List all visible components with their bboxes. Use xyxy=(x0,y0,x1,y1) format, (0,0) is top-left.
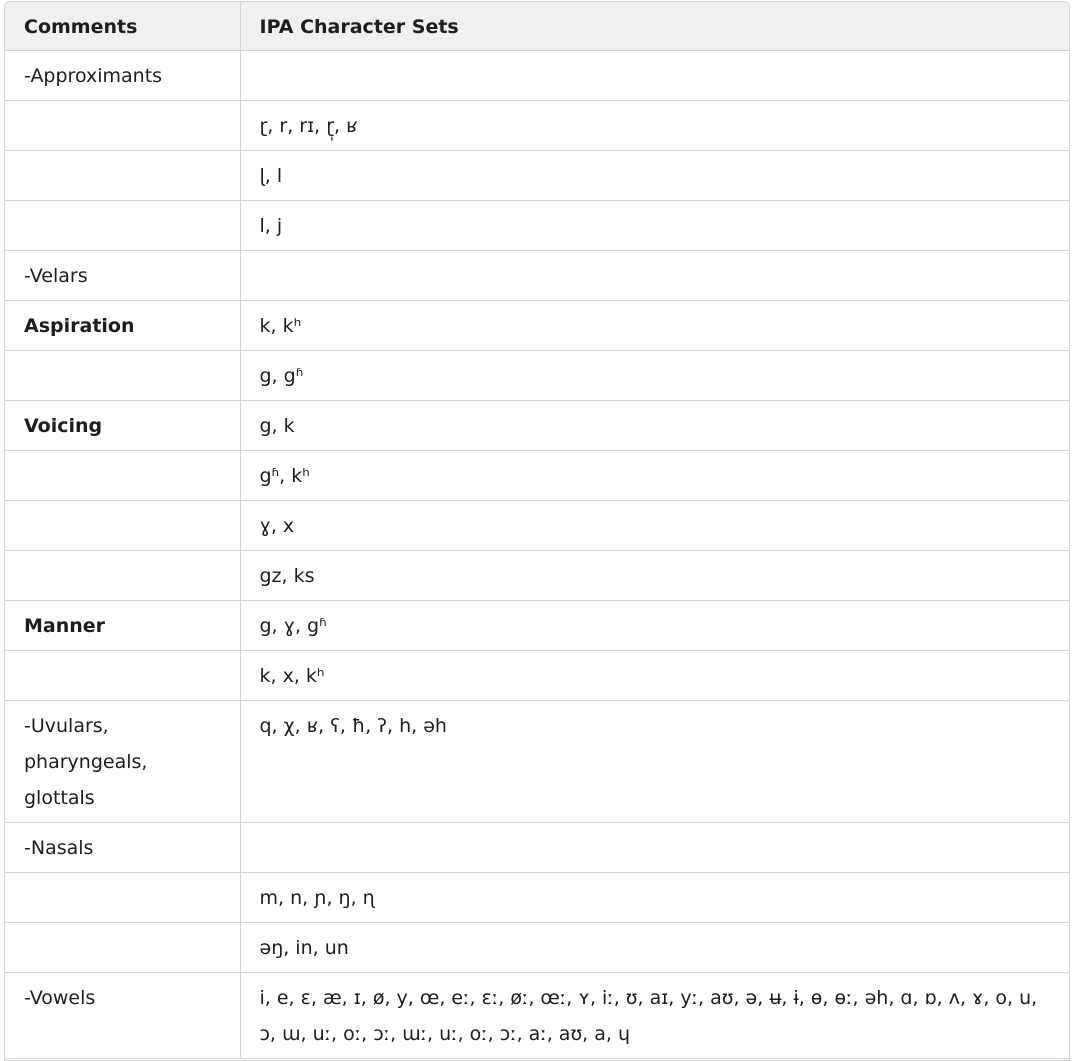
ipa-cell: m, n, ɲ, ŋ, ɳ xyxy=(240,873,1069,923)
comment-cell xyxy=(5,873,240,923)
comment-cell xyxy=(5,551,240,601)
ipa-cell: g, ɣ, gʱ xyxy=(240,601,1069,651)
table-row xyxy=(5,923,1069,973)
table-row xyxy=(5,201,1069,251)
ipa-cell: əŋ, in, un xyxy=(240,923,1069,973)
comment-cell: -Uvulars, pharyngeals, glottals xyxy=(5,701,240,823)
comment-cell: -Nasals xyxy=(5,823,240,873)
table-row xyxy=(5,501,1069,551)
ipa-cell: ɭ, l xyxy=(240,151,1069,201)
comment-cell: -Velars xyxy=(5,251,240,301)
comment-cell xyxy=(5,101,240,151)
table-row xyxy=(5,101,1069,151)
ipa-cell: l, j xyxy=(240,201,1069,251)
comment-cell xyxy=(5,651,240,701)
table-row xyxy=(5,873,1069,923)
ipa-cell: k, kʰ xyxy=(240,301,1069,351)
table-row xyxy=(5,551,1069,601)
comment-cell xyxy=(5,351,240,401)
comment-cell xyxy=(5,201,240,251)
table-row xyxy=(5,301,1069,351)
comment-cell xyxy=(5,923,240,973)
ipa-cell: ɽ, r, rɪ, ɽ̩, ʁ xyxy=(240,101,1069,151)
table-row xyxy=(5,401,1069,451)
comment-cell: Aspiration xyxy=(5,301,240,351)
table-row xyxy=(5,601,1069,651)
ipa-cell xyxy=(240,823,1069,873)
ipa-cell: ɣ, x xyxy=(240,501,1069,551)
ipa-table xyxy=(5,2,1069,1059)
comment-cell: Voicing xyxy=(5,401,240,451)
ipa-cell xyxy=(240,51,1069,101)
table-row xyxy=(5,651,1069,701)
table-row xyxy=(5,451,1069,501)
comment-cell xyxy=(5,451,240,501)
table-row xyxy=(5,51,1069,101)
comment-cell: -Approximants xyxy=(5,51,240,101)
table-row xyxy=(5,151,1069,201)
ipa-table-container xyxy=(4,1,1070,1061)
table-row xyxy=(5,251,1069,301)
comment-cell: -Vowels xyxy=(5,973,240,1059)
header-ipa-character-sets: IPA Character Sets xyxy=(240,2,1069,51)
table-row xyxy=(5,823,1069,873)
comment-cell xyxy=(5,151,240,201)
header-comments: Comments xyxy=(5,2,240,51)
table-row xyxy=(5,701,1069,823)
ipa-cell: g, gʱ xyxy=(240,351,1069,401)
table-row xyxy=(5,973,1069,1059)
ipa-cell: q, χ, ʁ, ʕ, ħ, ʔ, h, əh xyxy=(240,701,1069,823)
ipa-cell: k, x, kʰ xyxy=(240,651,1069,701)
table-header-row xyxy=(5,2,1069,51)
ipa-cell: g, k xyxy=(240,401,1069,451)
ipa-cell: gʱ, kʰ xyxy=(240,451,1069,501)
comment-cell: Manner xyxy=(5,601,240,651)
table-row xyxy=(5,351,1069,401)
ipa-cell xyxy=(240,251,1069,301)
comment-cell xyxy=(5,501,240,551)
table-body xyxy=(5,51,1069,1059)
ipa-cell: i, e, ɛ, æ, ɪ, ø, y, œ, eː, ɛː, øː, œː, ʏ, iː, ʊ, aɪ, yː, aʊ, ə, ʉ, ɨ, ɵ, ɵː, əh, ɑ, ɒ, ʌ, ɤ, o, u, ɔ, ɯ, uː, oː, ɔː, ɯː, uː, oː, ɔː, aː, aʊ, a, ɥ xyxy=(240,973,1069,1059)
ipa-cell: gz, ks xyxy=(240,551,1069,601)
